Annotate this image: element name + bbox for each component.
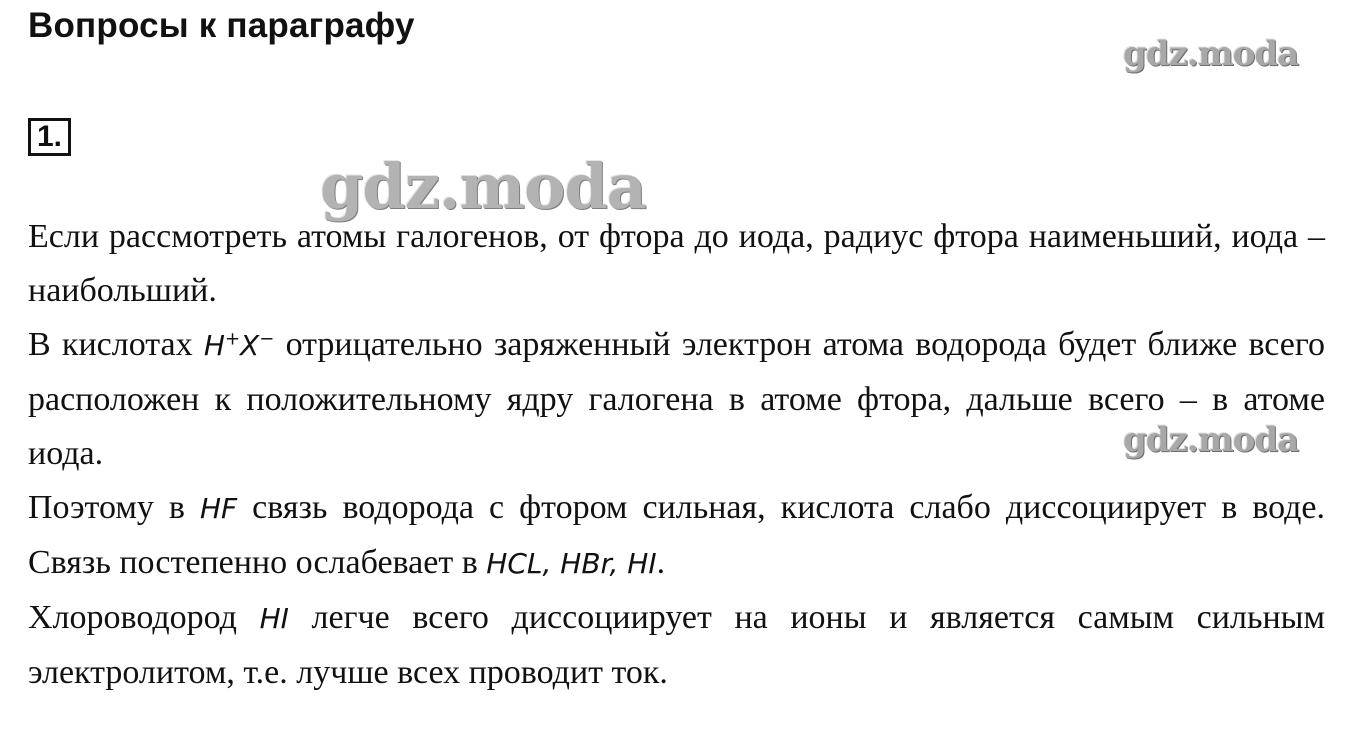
formula-hf: HF [199,492,238,525]
paragraph-3-end: . [656,544,666,581]
paragraph-3-middle: связь водорода с фтором сильная, кислота слабо диссоциирует в воде. Связь постепенно ослабевает в [28,489,1326,581]
paragraph-2-end: отрицательно заряженный электрон атома водорода будет ближе всего расположен к положительному ядру галогена в атоме фтора, дальше всего – в атоме иода. [28,326,1325,472]
formula-x: X [240,329,260,362]
formula-h: H [203,329,225,362]
paragraph-4 [28,591,1325,700]
formula-acids: HCL, HBr, HI [486,547,657,580]
paragraph-3-start: Поэтому в [28,489,200,526]
formula-hi: HI [259,602,289,635]
paragraph-4-start: Хлороводород [28,599,260,636]
section-heading: Вопросы к параграфу [28,6,415,45]
formula-h-charge: + [224,328,241,350]
paragraph-3 [28,481,1325,591]
watermark-top-right: gdz.moda [1123,34,1299,74]
paragraph-2 [28,318,1325,481]
question-number [28,118,71,156]
question-number-box: 1. [28,118,71,156]
formula-x-charge: − [259,328,275,350]
paragraph-1: Если рассмотреть атомы галогенов, от фтора до иода, радиус фтора наименьший, иода – наибольший. [28,218,1325,309]
paragraph-2-start: В кислотах [28,326,204,363]
watermark-center: gdz.moda [320,150,646,223]
answer-text [28,210,1325,700]
watermark-middle-right: gdz.moda [1123,420,1299,460]
formula-hx [204,329,274,362]
paragraph-4-end: легче всего диссоциирует на ионы и является самым сильным электролитом, т.е. лучше всех проводит ток. [28,599,1325,691]
